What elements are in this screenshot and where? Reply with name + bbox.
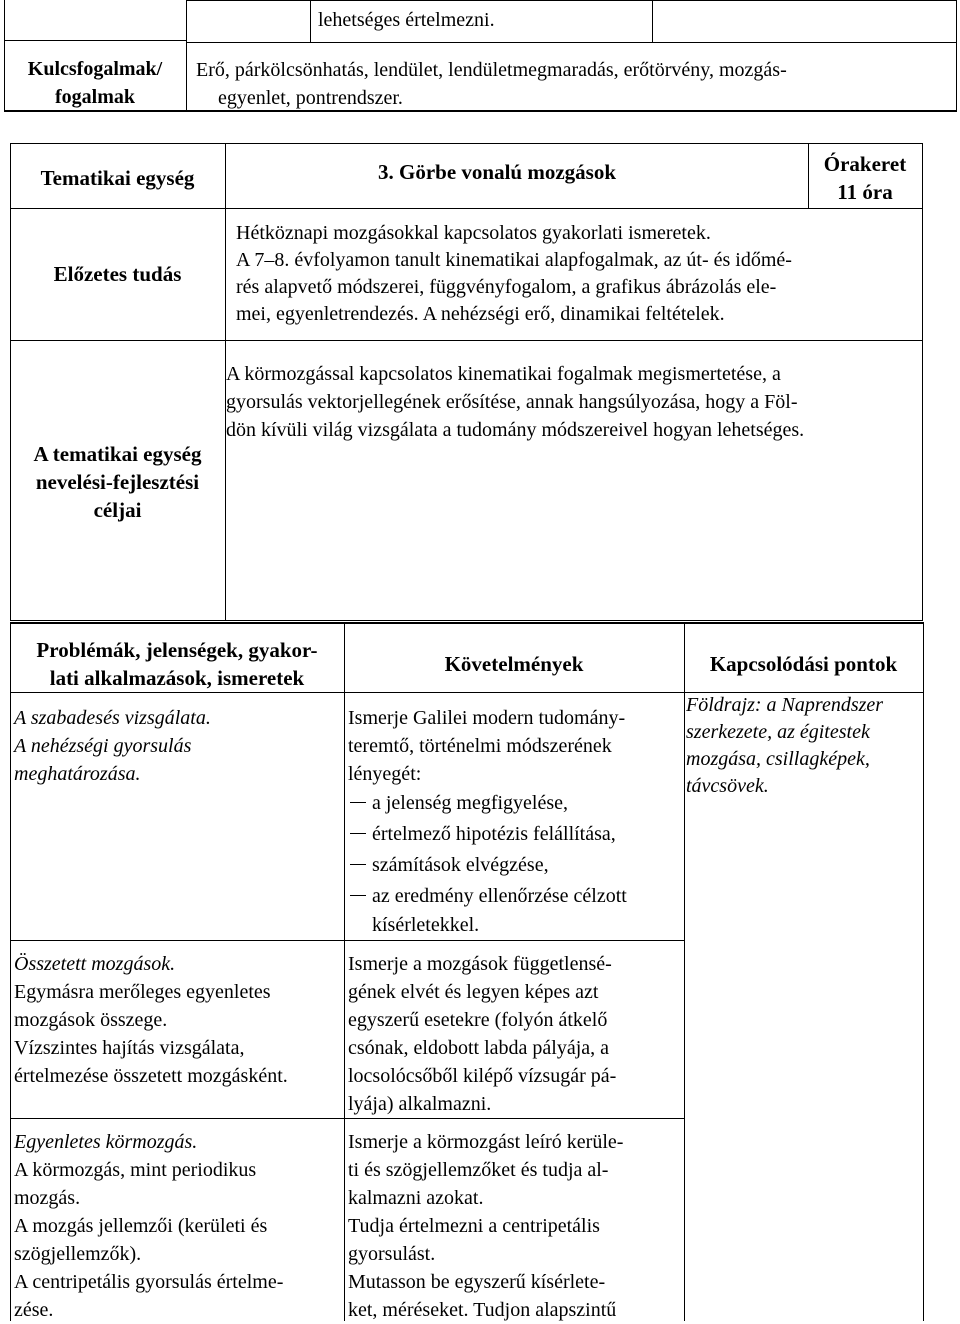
section2-problems: Összetett mozgások. Egymásra merőleges egyenletes mozgások összege. Vízszintes hajítás vizsgálata, értelmezése összetett mozgásként. bbox=[14, 953, 288, 1087]
section1-requirements: Ismerje Galilei modern tudomány- teremtő, történelmi módszerének lényegét: a jelenség megfigyelése, értelmező hipotézis felállítása, számítások elvégzése, az eredmény ellenőrzése célzott kísérletekkel. bbox=[348, 704, 682, 938]
header-requirements: Követelmények bbox=[444, 652, 584, 676]
orakeret bbox=[808, 150, 922, 206]
kulcsfogalmak-label: Kulcsfogalmak/ fogalmak bbox=[27, 58, 163, 108]
unit-title: 3. Görbe vonalú mozgások bbox=[378, 160, 617, 184]
elozetes-tudas-label: Előzetes tudás bbox=[53, 262, 182, 286]
orakeret-label: Órakeret bbox=[823, 152, 907, 176]
galilei-method-list bbox=[348, 788, 682, 938]
section3-problems: Egyenletes körmozgás. A körmozgás, mint periodikus mozgás. A mozgás jellemzői (kerületi és szögjellemzők). A centripetális gyorsulás értelme- zése. bbox=[14, 1131, 284, 1321]
section2-requirements: Ismerje a mozgások függetlensé- gének elvét és legyen képes azt egyszerű esetekre (folyón átkelő csónak, eldobott labda pályája, a locsolócsőből kilépő vízsugár pá- lyája) alkalmazni. bbox=[348, 953, 617, 1115]
header-links: Kapcsolódási pontok bbox=[709, 652, 898, 676]
section1-problems: A szabadesés vizsgálata. A nehézségi gyorsulás meghatározása. bbox=[14, 707, 211, 785]
celok-text: A körmozgással kapcsolatos kinematikai fogalmak megismertetése, a gyorsulás vektorjellegének erősítése, annak hangsúlyozása, hogy a Föl- dön kívüli világ vizsgálata a tudomány módszereivel hogyan lehetséges. bbox=[226, 363, 805, 441]
elozetes-tudas-text: Hétköznapi mozgásokkal kapcsolatos gyakorlati ismeretek. A 7–8. évfolyamon tanult kinematikai alapfogalmak, az út- és időmé- rés alapvető módszerei, függvényfogalom, a grafikus ábrázolás ele- mei, egyenletrendezés. A nehézségi erő, dinamikai feltételek. bbox=[236, 222, 792, 325]
list-item: számítások elvégzése, bbox=[348, 850, 682, 881]
tematikai-egyseg-label: Tematikai egység bbox=[40, 166, 195, 190]
section1-links: Földrajz: a Naprendszer szerkezete, az égitestek mozgása, csillagképek, távcsövek. bbox=[686, 694, 884, 797]
header-problems: Problémák, jelenségek, gyakor- lati alkalmazások, ismeretek bbox=[36, 638, 318, 690]
list-item: kísérletekkel. bbox=[372, 914, 480, 936]
list-item: az eredmény ellenőrzése célzott bbox=[348, 881, 682, 912]
celok-label: A tematikai egység nevelési-fejlesztési céljai bbox=[33, 442, 202, 522]
continuation-text: lehetséges értelmezni. bbox=[318, 9, 495, 31]
list-item: a jelenség megfigyelése, bbox=[348, 788, 682, 819]
kulcsfogalmak-text: Erő, párkölcsönhatás, lendület, lendületmegmaradás, erőtörvény, mozgás- egyenlet, pontrendszer. bbox=[196, 59, 787, 109]
list-item: értelmező hipotézis felállítása, bbox=[348, 819, 682, 850]
section3-requirements: Ismerje a körmozgást leíró kerüle- ti és szögjellemzőket és tudja al- kalmazni azokat. Tudja értelmezni a centripetális gyorsulást. Mutasson be egyszerű kísérlete- ket, méréseket. Tudjon alapszintű bbox=[348, 1131, 624, 1321]
orakeret-value: 11 óra bbox=[837, 180, 893, 204]
